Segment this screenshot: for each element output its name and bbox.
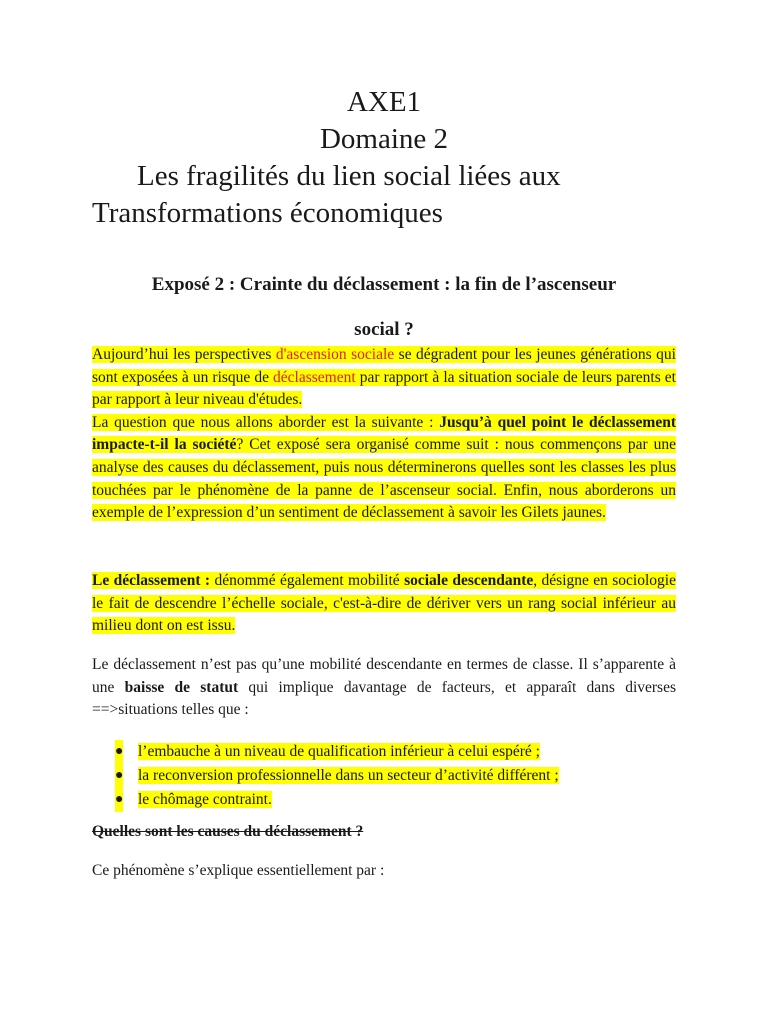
title-domaine: Domaine 2 [319, 123, 449, 155]
situations-list [92, 740, 676, 812]
subtitle-line2: social ? [354, 319, 414, 340]
definition-sociale-descendante: sociale descendante [404, 572, 534, 589]
definition-text [92, 572, 676, 634]
definition-s1: dénommé également mobilité [210, 572, 405, 589]
causes-question: Quelles sont les causes du déclassement ? [92, 823, 364, 840]
intro-s1: Aujourd’hui les perspectives [92, 346, 276, 363]
paragraph3-baisse-statut: baisse de statut [124, 678, 239, 696]
bullet-text: l’embauche à un niveau de qualification inférieur à celui espéré ; [138, 743, 540, 760]
definition-term: Le déclassement : [92, 572, 211, 589]
intro-declassement: déclassement [273, 368, 356, 386]
intro-question: Jusqu’à quel point le déclassement impacte-t-il la société [92, 413, 676, 454]
bullet-icon: ● [115, 788, 123, 812]
intro-ascension-sociale: d'ascension sociale [275, 346, 395, 363]
title-topic-line1: Les fragilités du lien social liées aux [137, 160, 561, 192]
title-axe: AXE1 [346, 86, 422, 118]
expose-subtitle [92, 262, 676, 352]
paragraph3-s1: Le déclassement n’est pas qu’une mobilité descendante en termes de classe. Il s’apparente à une [92, 656, 676, 696]
subtitle-line1: Exposé 2 : Crainte du déclassement : la fin de l’ascenseur [151, 274, 617, 295]
intro-s5: par rapport à la situation sociale de leurs parents et par rapport à leur niveau d'études. [92, 368, 676, 409]
bullet-text: la reconversion professionnelle dans un secteur d’activité différent ; [138, 767, 559, 784]
intro-s3: se dégradent pour les jeunes générations qui sont exposées à un risque de [92, 346, 676, 386]
list-item [92, 740, 676, 764]
bullet-icon: ● [115, 740, 123, 764]
intro-text [92, 346, 676, 521]
list-item [92, 788, 676, 812]
intro-s6: La question que nous allons aborder est la suivante : [92, 413, 440, 431]
paragraph3-s3: qui implique davantage de facteurs, et apparaît dans diverses ==>situations telles que : [92, 678, 676, 719]
bullet-text: le chômage contraint. [138, 791, 272, 808]
definition-paragraph [92, 570, 676, 638]
intro-s8: ? Cet exposé sera organisé comme suit : nous commençons par une analyse des causes du déclassement, puis nous déterminerons quelles sont les classes les plus touchées par le phénomène de la panne de l’ascenseur social. Enfin, nous aborderons un exemple de l’expression d’un sentiment de déclassement à savoir les Gilets jaunes. [92, 436, 676, 522]
bullet-icon: ● [115, 764, 123, 788]
list-item [92, 764, 676, 788]
closing-line: Ce phénomène s’explique essentiellement par : [92, 862, 385, 879]
document-title [0, 84, 768, 232]
intro-paragraph [92, 344, 676, 525]
definition-s3: , désigne en sociologie le fait de descendre l’échelle sociale, c'est-à-dire de dériver vers un rang social inférieur au milieu dont on est issu. [92, 572, 676, 635]
title-topic-line2: Transformations économiques [92, 197, 443, 229]
paragraph-statut [92, 654, 676, 722]
